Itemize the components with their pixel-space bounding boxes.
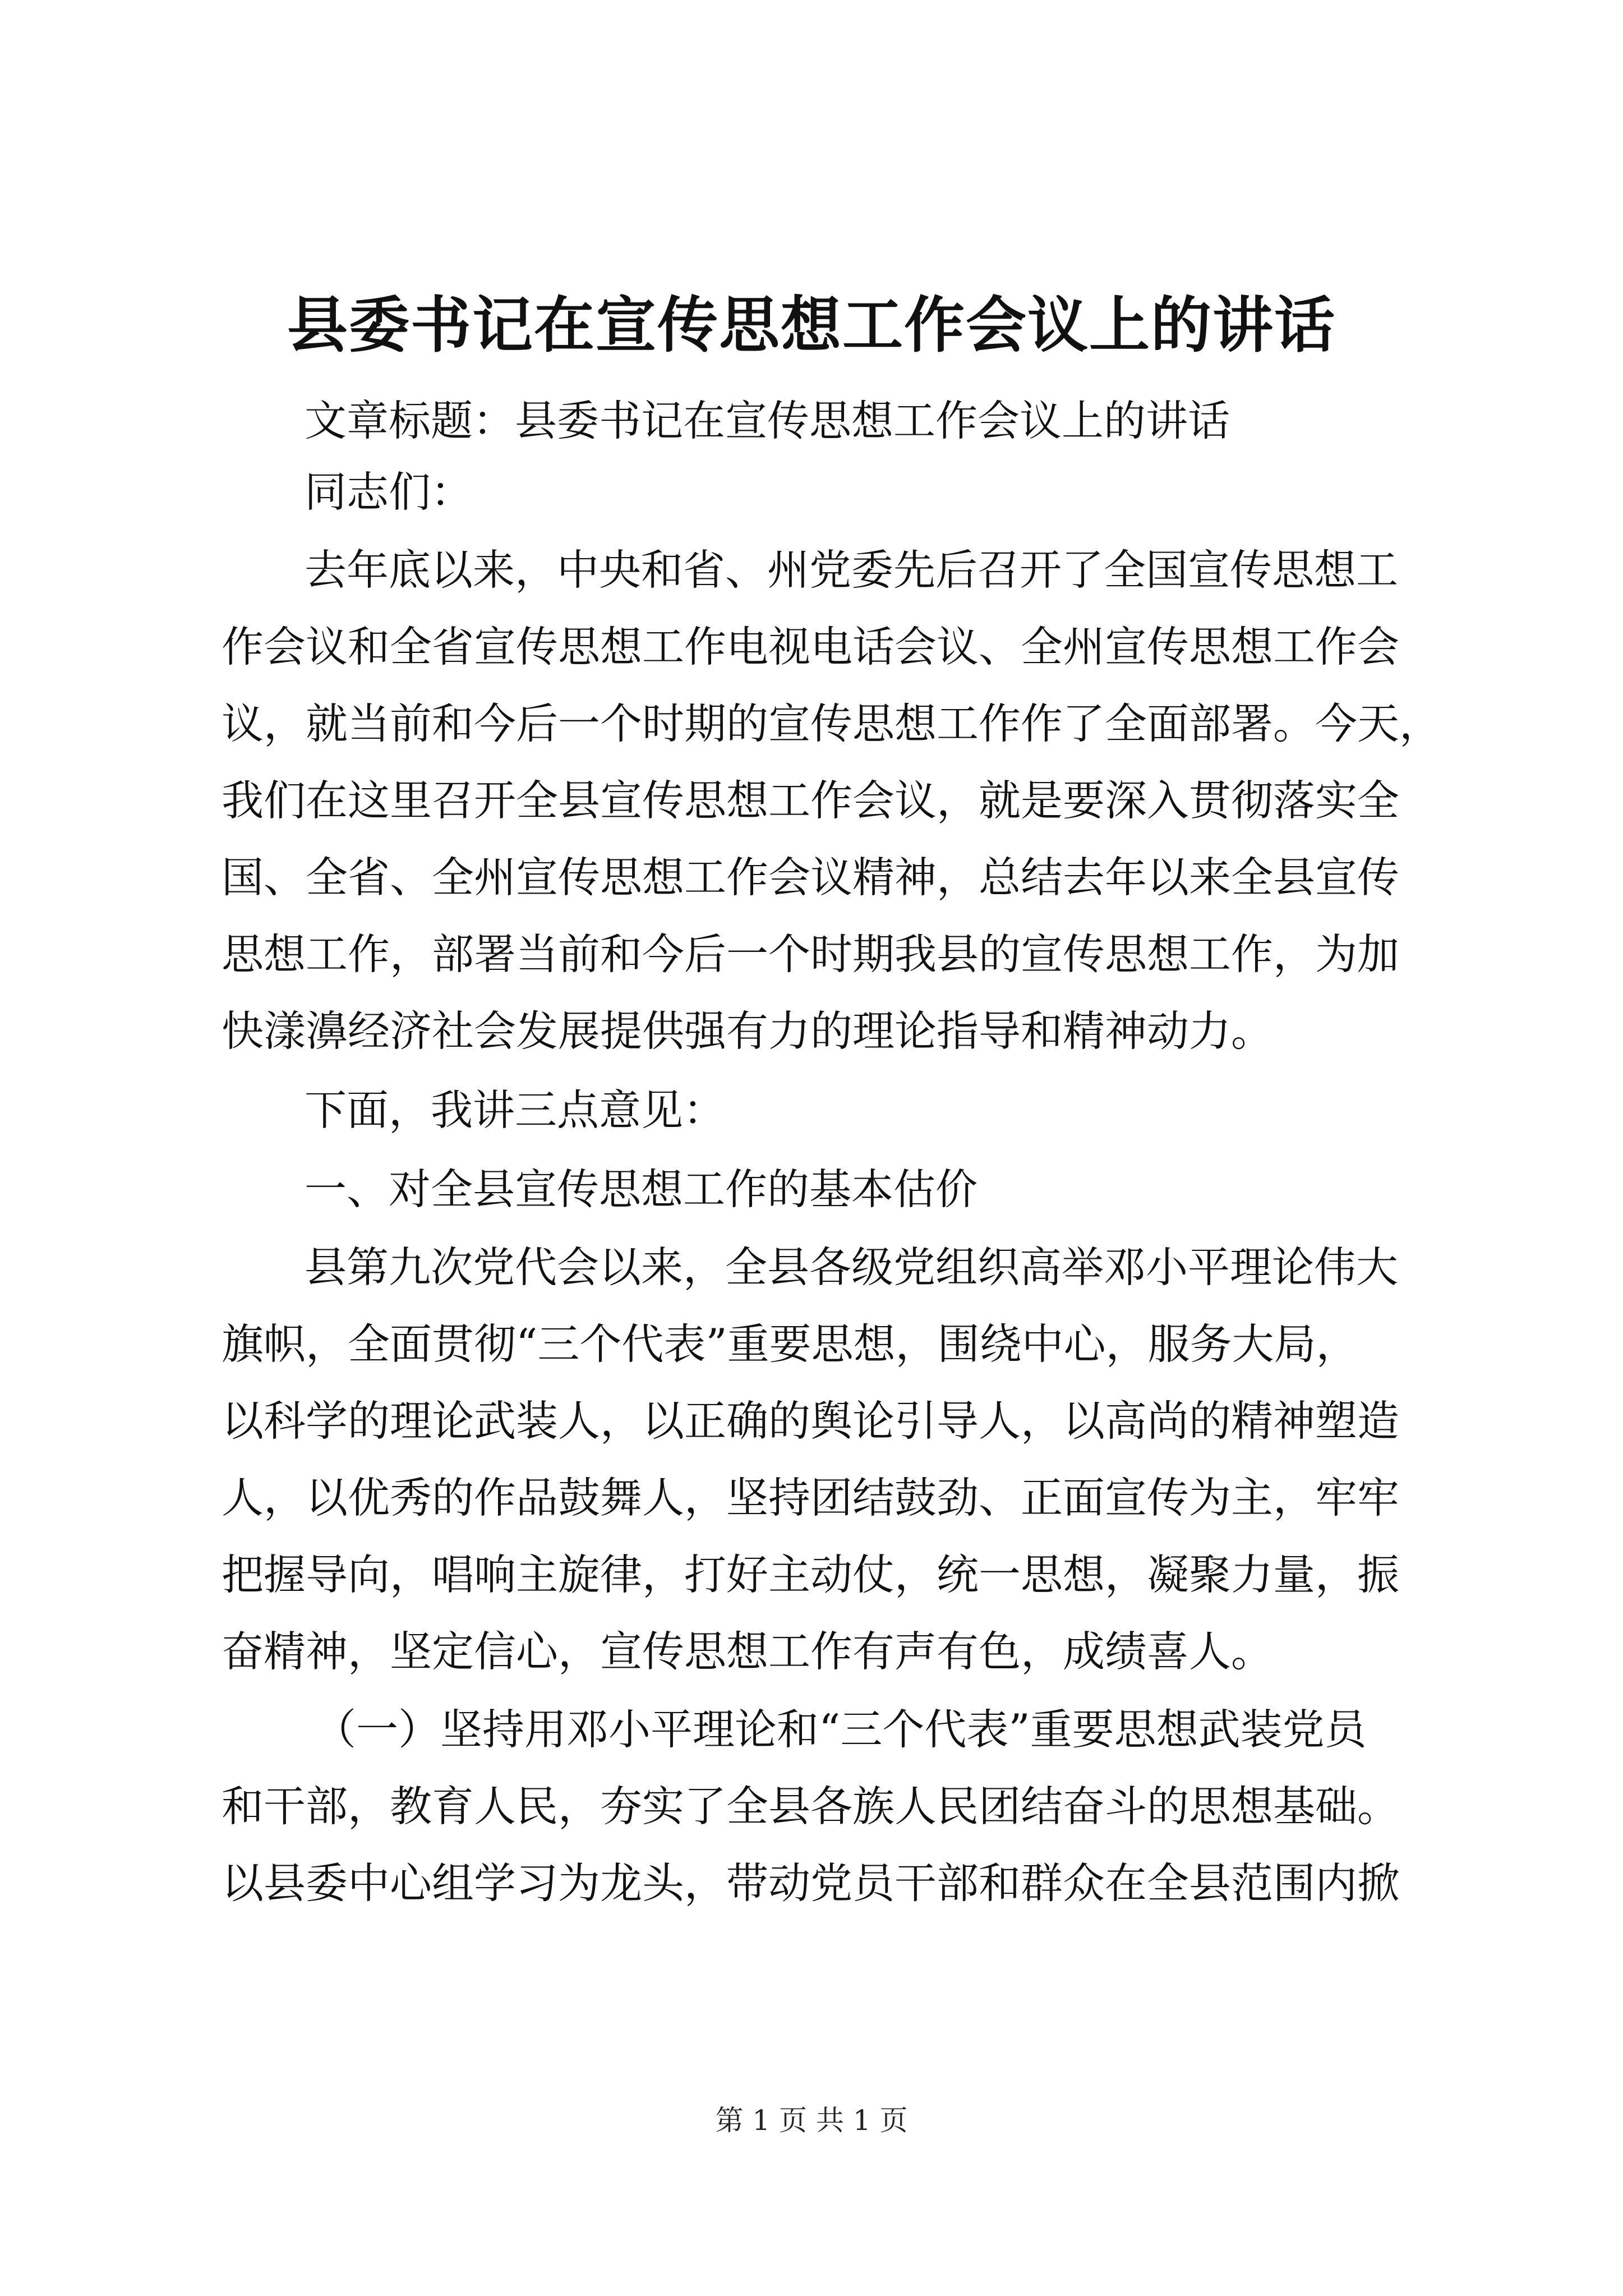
section-heading: 一、对全县宣传思想工作的基本估价 [305, 1165, 978, 1214]
article-title-line: 文章标题：县委书记在宣传思想工作会议上的讲话 [305, 396, 1230, 445]
page-number-footer: 第 1 页 共 1 页 [715, 2104, 908, 2137]
paragraph-line: 县第九次党代会以来，全县各级党组织高举邓小平理论伟大 [305, 1243, 1399, 1292]
paragraph-line: 思想工作，部署当前和今后一个时期我县的宣传思想工作，为加 [222, 930, 1400, 979]
paragraph-line: 快漾濞经济社会发展提供强有力的理论指导和精神动力。 [222, 1006, 1274, 1056]
paragraph-line: 以县委中心组学习为龙头，带动党员干部和群众在全县范围内掀 [222, 1858, 1400, 1908]
paragraph-line: 奋精神，坚定信心，宣传思想工作有声有色，成绩喜人。 [222, 1627, 1274, 1676]
paragraph-line: 把握导向，唱响主旋律，打好主动仗，统一思想，凝聚力量，振 [222, 1550, 1400, 1599]
paragraph-line: 旗帜，全面贯彻“三个代表”重要思想，围绕中心，服务大局， [222, 1319, 1358, 1369]
paragraph-line: 国、全省、全州宣传思想工作会议精神，总结去年以来全县宣传 [222, 853, 1400, 902]
paragraph-line: 去年底以来，中央和省、州党委先后召开了全国宣传思想工 [305, 545, 1399, 595]
document-title: 县委书记在宣传思想工作会议上的讲话 [287, 290, 1336, 361]
paragraph-line: 和干部，教育人民，夯实了全县各族人民团结奋斗的思想基础。 [222, 1782, 1400, 1831]
paragraph-line: 作会议和全省宣传思想工作电视电话会议、全州宣传思想工作会 [222, 622, 1400, 671]
paragraph-line: 下面，我讲三点意见： [305, 1085, 726, 1135]
paragraph-line: 人，以优秀的作品鼓舞人，坚持团结鼓劲、正面宣传为主，牢牢 [222, 1473, 1400, 1522]
paragraph-line: 我们在这里召开全县宣传思想工作会议，就是要深入贯彻落实全 [222, 776, 1400, 825]
paragraph-line: 以科学的理论武装人，以正确的舆论引导人，以高尚的精神塑造 [222, 1396, 1400, 1446]
paragraph-line: （一）坚持用邓小平理论和“三个代表”重要思想武装党员 [314, 1705, 1367, 1754]
paragraph-line: 议，就当前和今后一个时期的宣传思想工作作了全面部署。今天， [222, 699, 1442, 748]
salutation-line: 同志们： [305, 467, 473, 517]
